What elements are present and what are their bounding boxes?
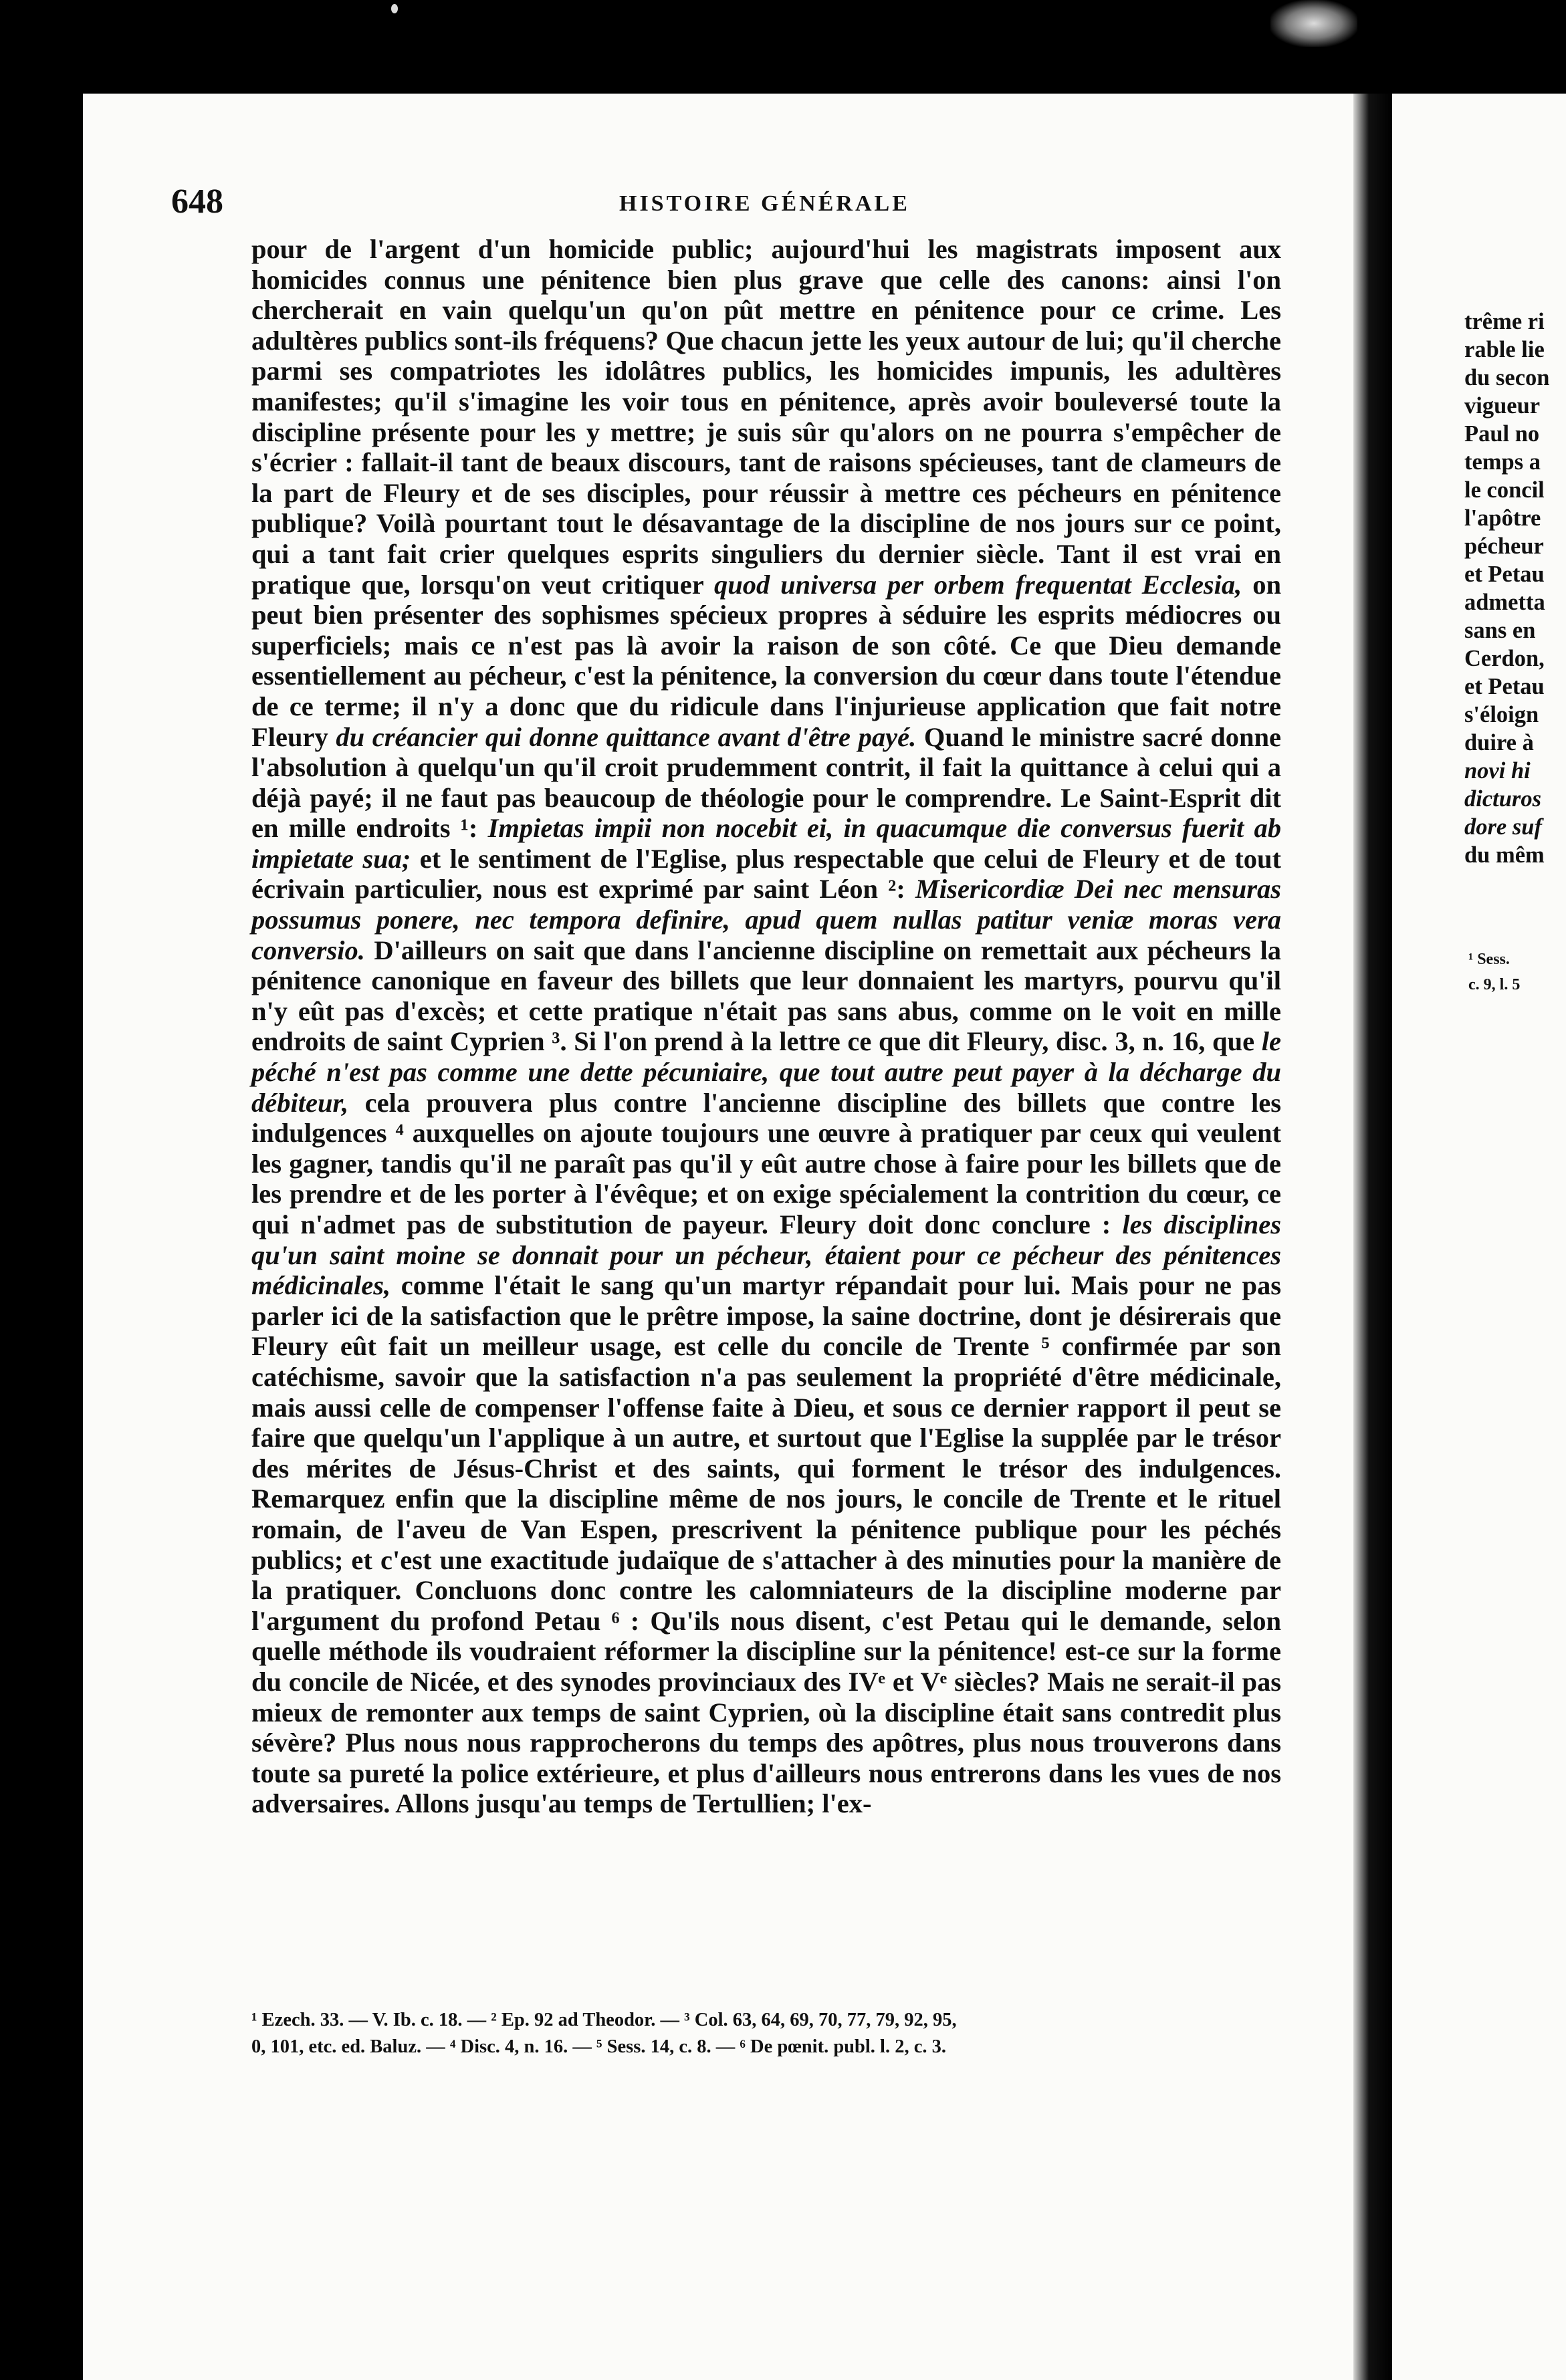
facing-page-line: dore suf: [1464, 814, 1542, 840]
latin-quote: Impietas impii non nocebit ei, in quacumque die conversus fuerit ab impietate sua;: [251, 813, 1282, 874]
facing-page-footnotes: [1468, 947, 1566, 997]
quote: le péché n'est pas comme une dette pécuniaire, que tout autre peut payer à la décharge du débiteur,: [251, 1026, 1281, 1118]
facing-page-line: du secon: [1464, 365, 1550, 390]
facing-page-line: Paul no: [1464, 421, 1540, 447]
latin-quote: Misericordiæ Dei nec mensuras possumus ponere, nec tempora definire, apud quem nullas patitur veniæ moras vera conversio.: [251, 874, 1281, 965]
facing-page-line: et Petau: [1464, 562, 1545, 587]
facing-page-line: trême ri: [1464, 309, 1545, 334]
text-run: D'ailleurs on sait que dans l'ancienne discipline on remettait aux pécheurs la pénitence canonique en faveur des billets que leur donnaient les martyrs, pourvu qu'il n'y eût pas d'excès; et cette pratique n'était pas sans abus, comme on le voit en mille endroits de saint Cyprien ³. Si l'on prend à la lettre ce que dit Fleury, disc. 3, n. 16, que: [251, 935, 1281, 1057]
text-run: on peut bien présenter des sophismes spécieux propres à séduire les esprits médiocres ou superficiels; mais ce n'est pas là avoir la raison de son côté. Ce que Dieu demande essentiellement au pécheur, c'est la pénitence, la conversion du cœur dans toute l'étendue de ce terme; il n'y a donc que du ridicule dans l'injurieuse application que fait notre Fleury: [251, 569, 1281, 752]
footnotes: [251, 2007, 1281, 2060]
facing-page-line: rable lie: [1464, 337, 1545, 362]
facing-page-text: [1464, 308, 1566, 869]
facing-page-line: pécheur: [1464, 533, 1544, 559]
page-number: 648: [171, 183, 223, 221]
quote: du créancier qui donne quittance avant d'être payé.: [336, 721, 917, 752]
facing-page-line: le concil: [1464, 477, 1545, 503]
running-title: HISTOIRE GÉNÉRALE: [619, 191, 910, 216]
footnote-line: 0, 101, etc. ed. Baluz. — ⁴ Disc. 4, n. 16. — ⁵ Sess. 14, c. 8. — ⁶ De pœnit. publ. l. 2, c. 3.: [251, 2036, 946, 2057]
text-run: Quand le ministre sacré donne l'absolution à quelqu'un qu'il croit prudemment contrit, il fait la quittance à celui qui a déjà payé; il ne faut pas beaucoup de théologie pour le comprendre. Le Saint-Esprit dit en mille endroits ¹:: [251, 721, 1281, 844]
facing-page-line: duire à: [1464, 730, 1534, 755]
quote: les disciplines qu'un saint moine se donnait pour un pécheur, étaient pour ce pécheur des pénitences médicinales,: [251, 1209, 1281, 1301]
facing-page-line: admetta: [1464, 590, 1545, 615]
body-text: [251, 234, 1281, 1819]
facing-page-line: vigueur: [1464, 393, 1541, 419]
book-gutter: [1353, 94, 1392, 2380]
facing-page-line: sans en: [1464, 618, 1536, 643]
facing-page-line: dicturos: [1464, 786, 1542, 812]
facing-page-line: et Petau: [1464, 674, 1545, 699]
footnote-line: ¹ Ezech. 33. — V. Ib. c. 18. — ² Ep. 92 ad Theodor. — ³ Col. 63, 64, 69, 70, 77, 79, 92, 95,: [251, 2010, 957, 2030]
text-run: cela prouvera plus contre l'ancienne discipline des billets que contre les indulgences ⁴ auxquelles on ajoute toujours une œuvre à pratiquer par ceux qui veulent les gagner, tandis qu'il ne paraît pas qu'il y eût autre chose à faire pour les billets que de les prendre et de les porter à l'évêque; et on exige spécialement la contrition du cœur, ce qui n'admet pas de substitution de payeur. Fleury doit donc conclure :: [251, 1087, 1281, 1239]
page-header: [171, 182, 1281, 222]
text-run: pour de l'argent d'un homicide public; aujourd'hui les magistrats imposent aux homicides connus une pénitence bien plus grave que celle des canons: ainsi l'on chercherait en vain quelqu'un qu'on pût mettre en pénitence pour ce crime. Les adultères publics sont-ils fréquens? Que chacun jette les yeux autour de lui; qu'il cherche parmi ses compatriotes les idolâtres publics, les homicides impunis, les adultères manifestes; qu'il s'imagine les voir tous en pénitence, après avoir bouleversé toute la discipline présente pour les y mettre; je suis sûr qu'alors on ne pourra s'empêcher de s'écrier : fallait-il tant de beaux discours, tant de raisons spécieuses, tant de clameurs de la part de Fleury et de ses disciples, pour réussir à mettre ces pécheurs en pénitence publique? Voilà pourtant tout le désavantage de la discipline de nos jours sur ce point, qui a tant fait crier quelques esprits singuliers du dernier siècle. Tant il est vrai en pratique que, lorsqu'on veut critiquer: [251, 234, 1281, 600]
facing-page-line: Cerdon,: [1464, 646, 1545, 671]
text-run: comme l'était le sang qu'un martyr répandait pour lui. Mais pour ne pas parler ici de la satisfaction que le prêtre impose, la saine doctrine, dont je désirerais que Fleury eût fait un meilleur usage, est celle du concile de Trente ⁵ confirmée par son catéchisme, savoir que la satisfaction n'a pas seulement la propriété d'être médicinale, mais aussi celle de compenser l'offense faite à Dieu, et sous ce dernier rapport il peut se faire que quelqu'un l'applique à un autre, et surtout que l'Eglise la supplée par le trésor des mérites de Jésus-Christ et des saints, qui forment le trésor des indulgences. Remarquez enfin que la discipline même de nos jours, le concile de Trente et le rituel romain, de l'aveu de Van Espen, prescrivent la pénitence publique pour les péchés publics; et c'est une exactitude judaïque de s'attacher à des minuties pour la manière de la pratiquer. Concluons donc contre les calomniateurs de la discipline moderne par l'argument du profond Petau ⁶ : Qu'ils nous disent, c'est Petau qui le demande, selon quelle méthode ils voudraient réformer la discipline sur la pénitence! est-ce sur la forme du concile de Nicée, et des synodes provinciaux des IVᵉ et Vᵉ siècles? Mais ne serait-il pas mieux de remonter aux temps de saint Cyprien, où la discipline était sans contredit plus sévère? Plus nous nous rapprocherons du temps des apôtres, plus nous trouverons dans toute sa pureté la police extérieure, et plus d'ailleurs nous entrerons dans les vues de nos adversaires. Allons jusqu'au temps de Tertullien; l'ex-: [251, 1270, 1281, 1819]
facing-page-line: novi hi: [1464, 758, 1531, 784]
facing-page: [1392, 94, 1566, 2380]
scan-artifact: [391, 4, 398, 13]
paragraph: [251, 234, 1281, 1819]
facing-page-line: temps a: [1464, 449, 1541, 475]
latin-quote: quod universa per orbem frequentat Ecclesia,: [713, 569, 1242, 600]
facing-page-footnote: ¹ Sess.: [1468, 951, 1510, 968]
facing-page-line: du mêm: [1464, 842, 1545, 868]
facing-page-footnote: c. 9, l. 5: [1468, 976, 1521, 993]
facing-page-line: s'éloign: [1464, 702, 1539, 727]
facing-page-line: l'apôtre: [1464, 505, 1541, 531]
text-run: et le sentiment de l'Eglise, plus respectable que celui de Fleury et de tout écrivain particulier, nous est exprimé par saint Léon ²:: [251, 843, 1281, 905]
scan-artifact: [1270, 0, 1357, 47]
